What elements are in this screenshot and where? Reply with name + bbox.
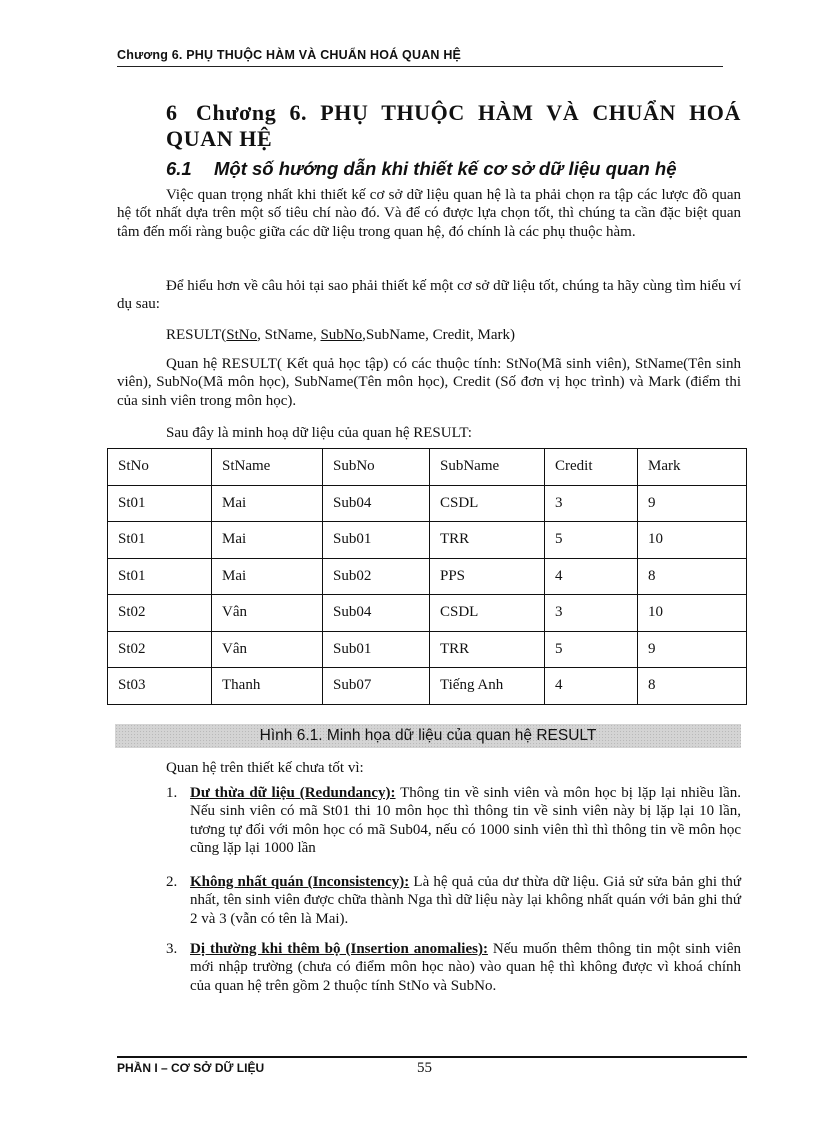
table-cell: CSDL xyxy=(430,485,545,522)
table-cell: 10 xyxy=(638,522,747,559)
table-cell: Sub01 xyxy=(323,522,430,559)
table-row xyxy=(108,522,747,559)
table-cell: 4 xyxy=(545,558,638,595)
table-cell: St02 xyxy=(108,631,212,668)
table-row xyxy=(108,558,747,595)
table-cell: Sub04 xyxy=(323,595,430,632)
figure-caption: Hình 6.1. Minh họa dữ liệu của quan hệ RESULT xyxy=(259,727,597,744)
table-cell: St01 xyxy=(108,558,212,595)
table-cell: Thanh xyxy=(212,668,323,705)
table-cell: Tiếng Anh xyxy=(430,668,545,705)
table-header-cell: StNo xyxy=(108,449,212,486)
table-header-cell: Credit xyxy=(545,449,638,486)
paragraph-intro: Việc quan trọng nhất khi thiết kế cơ sở dữ liệu quan hệ là ta phải chọn ra tập các lược đồ quan hệ tốt nhất dựa trên một số tiêu chí nào đó. Và để có được lựa chọn tốt, thì chúng ta cần đặc biệt quan tâm đến mối ràng buộc giữa các dữ liệu trong quan hệ, đó chính là các phụ thuộc hàm. xyxy=(117,187,741,240)
table-cell: Vân xyxy=(212,631,323,668)
chapter-title: Chương 6. PHỤ THUỘC HÀM VÀ CHUẨN HOÁ QUAN HỆ xyxy=(166,100,741,151)
schema-key-subno: SubNo xyxy=(320,327,363,343)
table-header-row xyxy=(108,449,747,486)
schema-suffix: ,SubName, Credit, Mark) xyxy=(362,327,516,343)
table-row xyxy=(108,485,747,522)
table-cell: 5 xyxy=(545,631,638,668)
schema-key-stno: StNo xyxy=(226,327,258,343)
figure-caption-box xyxy=(115,724,741,748)
table-cell: 9 xyxy=(638,485,747,522)
list-term: Dị thường khi thêm bộ (Insertion anomalies): xyxy=(190,941,488,957)
table-cell: 4 xyxy=(545,668,638,705)
paragraph-table-lead: Sau đây là minh hoạ dữ liệu của quan hệ RESULT: xyxy=(166,425,472,441)
result-table xyxy=(107,448,747,705)
schema-prefix: RESULT( xyxy=(166,327,227,343)
list-term: Không nhất quán (Inconsistency): xyxy=(190,874,410,890)
table-cell: 8 xyxy=(638,558,747,595)
chapter-number: 6 xyxy=(166,100,178,125)
table-cell: Sub04 xyxy=(323,485,430,522)
table-cell: 10 xyxy=(638,595,747,632)
table-row xyxy=(108,668,747,705)
table-cell: St01 xyxy=(108,522,212,559)
table-cell: Vân xyxy=(212,595,323,632)
table-cell: 3 xyxy=(545,595,638,632)
table-cell: PPS xyxy=(430,558,545,595)
section-number: 6.1 xyxy=(166,158,192,179)
table-cell: Sub07 xyxy=(323,668,430,705)
table-cell: St03 xyxy=(108,668,212,705)
list-text: Nếu muốn thêm thông tin một sinh viên mới nhập trường (chưa có điểm môn học nào) vào quan hệ thì không được vì khoá chính của quan hệ trên gồm 2 thuộc tính StNo và SubNo. xyxy=(190,941,741,994)
list-text: Thông tin về sinh viên và môn học bị lặp lại nhiều lần. Nếu sinh viên có mã St01 thi 10 môn học thì thông tin về sinh viên này bị lặp lại 10 lần, tương tự đối với môn học có mã Sub04, nếu có 1000 sinh viên thì thì thông tin về môn học cũng lặp lại 1000 lần xyxy=(190,785,741,857)
list-number: 3. xyxy=(166,941,178,957)
table-cell: Sub01 xyxy=(323,631,430,668)
table-cell: St02 xyxy=(108,595,212,632)
chapter-heading xyxy=(166,100,741,152)
table-cell: TRR xyxy=(430,631,545,668)
page-number: 55 xyxy=(417,1060,432,1076)
table-cell: Sub02 xyxy=(323,558,430,595)
table-row xyxy=(108,595,747,632)
table-cell: 9 xyxy=(638,631,747,668)
list-text: Là hệ quả của dư thừa dữ liệu. Giả sử sửa bản ghi thứ nhất, tên sinh viên được chữa thành Nga thì dữ liệu này lại không nhất quán với bản ghi thứ 2 và 3 (vẫn có tên là Mai). xyxy=(190,874,742,927)
paragraph-design-issues: Quan hệ trên thiết kế chưa tốt vì: xyxy=(166,760,364,776)
table-cell: Mai xyxy=(212,558,323,595)
table-cell: 8 xyxy=(638,668,747,705)
table-header-cell: Mark xyxy=(638,449,747,486)
table-cell: Mai xyxy=(212,522,323,559)
table-cell: 5 xyxy=(545,522,638,559)
list-body xyxy=(190,784,741,858)
list-body xyxy=(190,873,741,928)
table-cell: Mai xyxy=(212,485,323,522)
schema-mid: , StName, xyxy=(257,327,321,343)
table-header-cell: SubNo xyxy=(323,449,430,486)
footer-rule xyxy=(117,1056,747,1058)
list-number: 1. xyxy=(166,785,178,801)
paragraph-example-lead: Để hiểu hơn về câu hỏi tại sao phải thiết kế một cơ sở dữ liệu tốt, chúng ta hãy cùng tìm hiểu ví dụ sau: xyxy=(117,278,741,313)
list-body xyxy=(190,940,741,995)
footer-part-label: PHẦN I – CƠ SỞ DỮ LIỆU xyxy=(117,1061,265,1075)
section-title: Một số hướng dẫn khi thiết kế cơ sở dữ liệu quan hệ xyxy=(214,158,677,179)
result-table-body xyxy=(108,449,747,705)
schema-definition xyxy=(166,326,741,344)
table-row xyxy=(108,631,747,668)
table-cell: CSDL xyxy=(430,595,545,632)
list-number: 2. xyxy=(166,874,178,890)
table-cell: St01 xyxy=(108,485,212,522)
section-heading xyxy=(166,158,741,180)
table-cell: 3 xyxy=(545,485,638,522)
paragraph-attributes: Quan hệ RESULT( Kết quả học tập) có các thuộc tính: StNo(Mã sinh viên), StName(Tên sinh viên), SubNo(Mã môn học), SubName(Tên môn học), Credit (Số đơn vị học trình) và Mark (điểm thi của sinh viên trong môn học). xyxy=(117,356,741,409)
list-term: Dư thừa dữ liệu (Redundancy): xyxy=(190,785,396,801)
table-header-cell: StName xyxy=(212,449,323,486)
running-header: Chương 6. PHỤ THUỘC HÀM VÀ CHUẨN HOÁ QUAN HỆ xyxy=(117,48,462,62)
table-header-cell: SubName xyxy=(430,449,545,486)
header-rule xyxy=(117,66,723,67)
table-cell: TRR xyxy=(430,522,545,559)
